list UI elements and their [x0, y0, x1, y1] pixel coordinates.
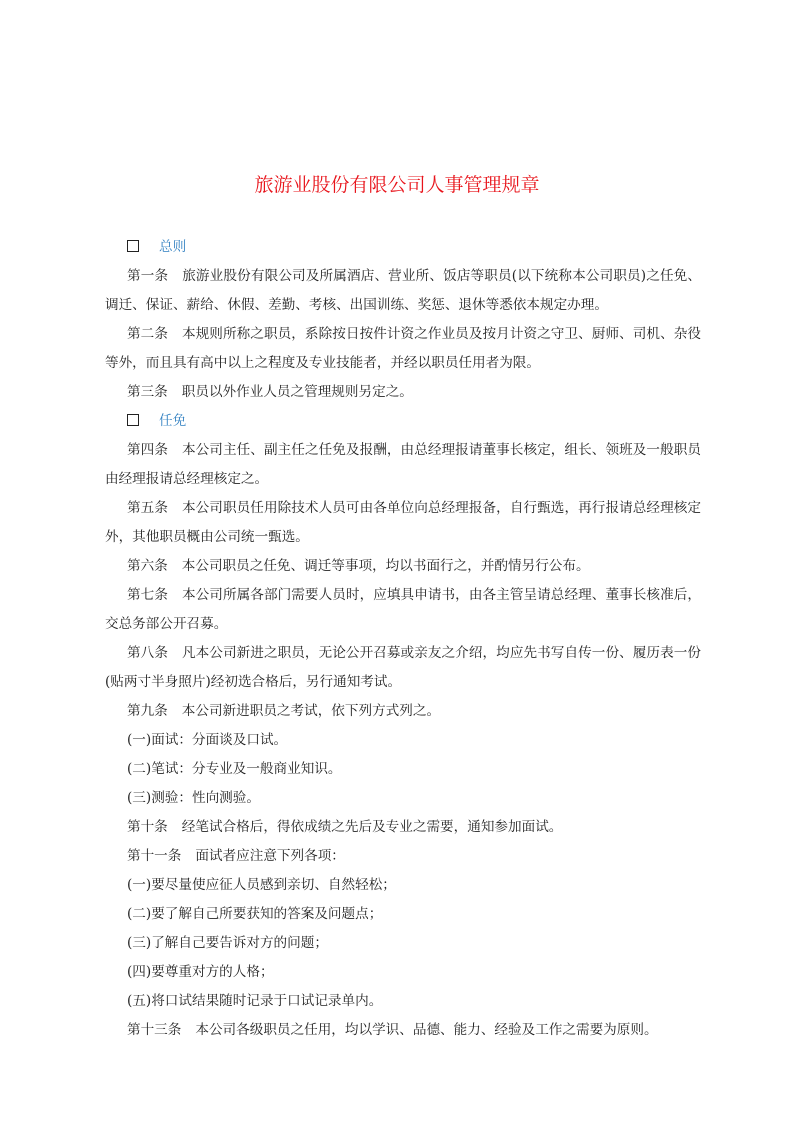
section-heading [105, 407, 701, 436]
paragraph-text: (二)笔试：分专业及一般商业知识。 [127, 761, 342, 777]
checkbox-bullet-icon [127, 414, 139, 426]
paragraph-text: (一)要尽量使应征人员感到亲切、自然轻松； [127, 877, 396, 893]
article-paragraph [105, 842, 701, 871]
article-number: 第九条 [127, 703, 168, 719]
article-number: 第一条 [127, 268, 169, 284]
paragraph-text: (一)面试：分面谈及口试。 [127, 732, 288, 748]
list-item [105, 871, 701, 900]
paragraph-text: (二)要了解自己所要获知的答案及问题点； [127, 906, 383, 922]
article-paragraph [105, 378, 701, 407]
paragraph-text: 本公司职员之任免、调迁等事项，均以书面行之，并酌情另行公布。 [181, 558, 590, 574]
list-item [105, 987, 701, 1016]
article-paragraph [105, 262, 701, 320]
article-number: 第八条 [127, 645, 168, 661]
document-body [105, 233, 701, 1045]
document-title: 旅游业股份有限公司人事管理规章 [254, 174, 540, 196]
paragraph-text: 经笔试合格后，得依成绩之先后及专业之需要，通知参加面试。 [181, 819, 563, 835]
article-paragraph [105, 639, 701, 697]
paragraph-text: 本公司新进职员之考试，依下列方式列之。 [181, 703, 441, 719]
article-number: 第十三条 [127, 1022, 182, 1038]
article-paragraph [105, 552, 701, 581]
paragraph-text: 本规则所称之职员，系除按日按件计资之作业员及按月计资之守卫、厨师、司机、杂役等外，而且具有高中以上之程度及专业技能者，并经以职员任用者为限。 [105, 326, 702, 371]
paragraph-text: 职员以外作业人员之管理规则另定之。 [181, 384, 413, 400]
article-number: 第十条 [127, 819, 168, 835]
article-number: 第六条 [127, 558, 168, 574]
section-heading-text: 任免 [159, 413, 187, 429]
paragraph-text: 旅游业股份有限公司及所属酒店、营业所、饭店等职员(以下统称本公司职员)之任免、调迁、保证、薪给、休假、差勤、考核、出国训练、奖惩、退休等悉依本规定办理。 [105, 268, 702, 313]
article-number: 第五条 [127, 500, 168, 516]
paragraph-text: (五)将口试结果随时记录于口试记录单内。 [127, 993, 383, 1009]
article-paragraph [105, 813, 701, 842]
paragraph-text: 本公司主任、副主任之任免及报酬，由总经理报请董事长核定，组长、领班及一般职员由经理报请总经理核定之。 [105, 442, 702, 487]
article-paragraph [105, 436, 701, 494]
paragraph-text: 面试者应注意下列各项： [195, 848, 345, 864]
list-item [105, 929, 701, 958]
article-paragraph [105, 581, 701, 639]
article-paragraph [105, 1016, 701, 1045]
article-number: 第七条 [127, 587, 168, 603]
list-item [105, 900, 701, 929]
article-paragraph [105, 697, 701, 726]
paragraph-text: (三)了解自己要告诉对方的问题； [127, 935, 328, 951]
list-item [105, 784, 701, 813]
paragraph-text: 本公司职员任用除技术人员可由各单位向总经理报备，自行甄选，再行报请总经理核定外，其他职员概由公司统一甄选。 [105, 500, 702, 545]
list-item [105, 958, 701, 987]
paragraph-text: (三)测验：性向测验。 [127, 790, 260, 806]
paragraph-text: 凡本公司新进之职员，无论公开召募或亲友之介绍，均应先书写自传一份、履历表一份(贴两寸半身照片)经初选合格后，另行通知考试。 [105, 645, 702, 690]
article-number: 第二条 [127, 326, 168, 342]
list-item [105, 755, 701, 784]
article-paragraph [105, 320, 701, 378]
checkbox-bullet-icon [127, 240, 139, 252]
section-heading-text: 总则 [159, 239, 187, 255]
paragraph-text: 本公司所属各部门需要人员时，应填具申请书，由各主管呈请总经理、董事长核准后，交总务部公开召募。 [105, 587, 702, 632]
article-paragraph [105, 494, 701, 552]
article-number: 第十一条 [127, 848, 182, 864]
article-number: 第四条 [127, 442, 168, 458]
paragraph-text: 本公司各级职员之任用，均以学识、品德、能力、经验及工作之需要为原则。 [195, 1022, 658, 1038]
paragraph-text: (四)要尊重对方的人格； [127, 964, 274, 980]
article-number: 第三条 [127, 384, 168, 400]
section-heading [105, 233, 701, 262]
list-item [105, 726, 701, 755]
